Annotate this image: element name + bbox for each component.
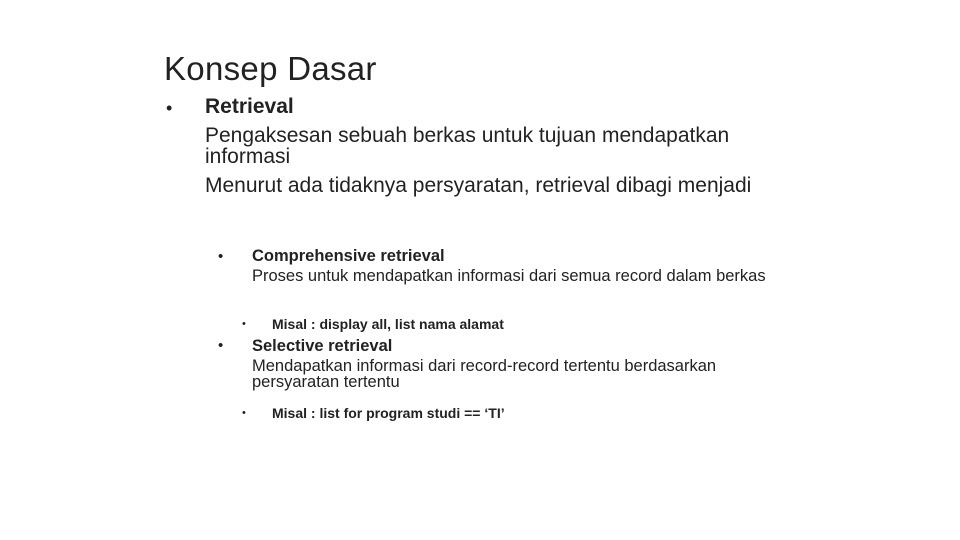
bullet-level3-2: • [242, 407, 246, 419]
level1-block [205, 96, 805, 204]
level1-line2: Menurut ada tidaknya persyaratan, retrieval dibagi menjadi [205, 174, 752, 197]
bullet-level1: • [166, 98, 173, 118]
level1-heading: Retrieval [205, 95, 294, 118]
bullet-level2-1: • [218, 248, 224, 265]
level3-item-1-example: Misal : display all, list nama alamat [272, 316, 504, 332]
level3-item-2-example: Misal : list for program studi == ‘TI’ [272, 405, 505, 421]
level2-item-2-heading: Selective retrieval [252, 337, 393, 355]
level2-item-2 [252, 338, 792, 394]
level2-item-2-text: Mendapatkan informasi dari record-record tertentu berdasarkan persyaratan tertentu [252, 356, 717, 391]
level2-item-1-heading: Comprehensive retrieval [252, 247, 445, 265]
level2-item-1 [252, 248, 792, 287]
slide-title: Konsep Dasar [164, 50, 377, 87]
level1-line1: Pengaksesan sebuah berkas untuk tujuan mendapatkan informasi [205, 124, 730, 168]
level2-item-1-text: Proses untuk mendapatkan informasi dari semua record dalam berkas [252, 266, 766, 285]
bullet-level3-1: • [242, 318, 246, 330]
bullet-level2-2: • [218, 337, 224, 354]
